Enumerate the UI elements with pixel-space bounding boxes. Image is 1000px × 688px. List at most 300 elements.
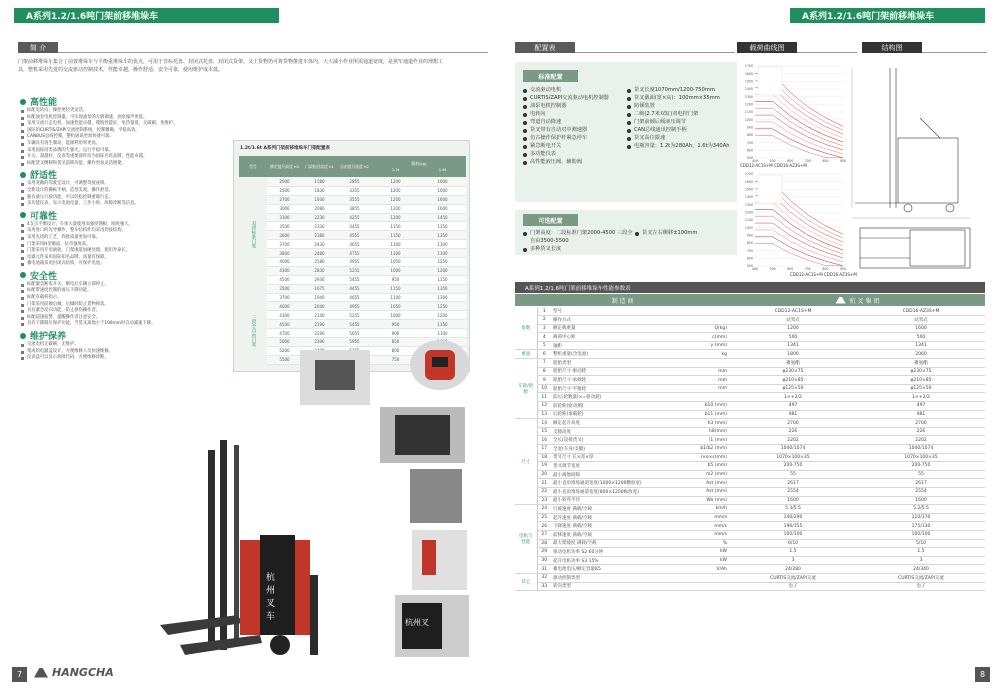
config-item: 门架高度：二段标准门架2000-4500 三段全自由3500-5500 bbox=[523, 229, 633, 245]
inner-table-cell: 4700 bbox=[279, 330, 290, 336]
spec-cell: 轴距 bbox=[551, 341, 671, 350]
structure-rule bbox=[922, 52, 987, 53]
spec-cell bbox=[671, 393, 729, 402]
spec-row bbox=[515, 582, 985, 591]
spec-cell: 全长(铰接货叉) bbox=[551, 436, 671, 445]
spec-cell: 1341 bbox=[729, 341, 857, 350]
spec-row bbox=[515, 436, 985, 445]
inner-sub-12: 1.2t bbox=[391, 167, 400, 172]
brand-logo-text: HANGCHA bbox=[52, 666, 114, 679]
series-line bbox=[755, 94, 843, 138]
inner-table-cell: 1050 bbox=[390, 259, 401, 265]
load-curve-header bbox=[737, 42, 797, 53]
inner-table-cell: 2430 bbox=[314, 241, 325, 247]
feature-item: 车辆具有再生制动，能源利用率更高。 bbox=[20, 141, 240, 148]
y-tick-label: 700 bbox=[746, 140, 753, 145]
x-tick-label: 600 bbox=[787, 267, 794, 270]
spec-cell: 聚氨酯 bbox=[729, 359, 857, 368]
spec-cell: 24/340 bbox=[857, 565, 985, 574]
spec-cell: Q(kg) bbox=[671, 324, 729, 333]
svg-text:州: 州 bbox=[266, 586, 276, 596]
inner-group-2-label: 三段全自由门架 bbox=[251, 315, 256, 347]
spec-cell: 货叉尺寸 长×宽×厚 bbox=[551, 453, 671, 462]
spec-cell: V/Ah bbox=[671, 565, 729, 574]
y-tick-label: 1600 bbox=[744, 179, 753, 184]
spec-row bbox=[515, 470, 985, 479]
inner-table-cell: 2830 bbox=[314, 268, 325, 274]
spec-cell: 2700 bbox=[729, 419, 857, 428]
spec-cell: 最小离地间隙 bbox=[551, 470, 671, 479]
spec-cell: % bbox=[671, 539, 729, 548]
spec-row bbox=[515, 410, 985, 419]
spec-row bbox=[515, 419, 985, 428]
feature-section-label: 维护保养 bbox=[30, 332, 67, 343]
y-tick-label: 1000 bbox=[744, 225, 753, 230]
inner-table-cell: 5500 bbox=[279, 357, 290, 363]
inner-table-cell: 1450 bbox=[437, 215, 448, 220]
svg-text:杭州叉: 杭州叉 bbox=[405, 618, 429, 627]
feature-section-title bbox=[20, 95, 240, 108]
spec-cell: b1/b2 (mm) bbox=[671, 445, 729, 454]
spec-cell: 100/100 bbox=[857, 530, 985, 539]
inner-table-cell: 3300 bbox=[279, 215, 290, 220]
inner-table-cell: 4955 bbox=[349, 259, 360, 265]
x-tick-label: 500 bbox=[769, 267, 776, 270]
structure-header-label: 结构图 bbox=[881, 43, 903, 52]
inner-table-cell: 1200 bbox=[390, 188, 401, 194]
inner-table-cell: 1000 bbox=[390, 268, 401, 274]
spec-cell: 25 bbox=[537, 513, 551, 522]
spec-cell: 140/290 bbox=[729, 513, 857, 522]
inner-table-cell: 2080 bbox=[314, 206, 325, 212]
spec-cell: 23 bbox=[537, 496, 551, 505]
spec-cell bbox=[671, 359, 729, 368]
spec-row bbox=[515, 445, 985, 454]
feature-list bbox=[20, 282, 240, 328]
spec-cell bbox=[671, 573, 729, 582]
y-tick-label: 1100 bbox=[744, 110, 753, 115]
inner-table-cell: 900 bbox=[391, 330, 400, 336]
x-tick-label: 900 bbox=[839, 159, 847, 163]
inner-table-cell: 1300 bbox=[437, 241, 448, 247]
intro-header bbox=[18, 42, 58, 53]
spec-row bbox=[515, 427, 985, 436]
inner-table-cell: 1200 bbox=[390, 206, 401, 212]
inner-table-cell: 4300 bbox=[279, 312, 290, 318]
config-item: 电瓶容量：1.2t为280Ah，1.6t为340Ah bbox=[627, 142, 735, 150]
spec-cell: 8 bbox=[537, 367, 551, 376]
x-tick-label: 800 bbox=[822, 159, 829, 163]
forklift-main bbox=[160, 440, 318, 655]
feature-item: 门架采用H型截面，抗弯强度高。 bbox=[20, 242, 240, 249]
y-tick-label: 1400 bbox=[744, 195, 753, 200]
standard-config-label: 标准配置 bbox=[538, 73, 563, 81]
inner-table-header bbox=[239, 156, 466, 177]
feature-item: 标配紧急断电开关，断电后车辆立即停止。 bbox=[20, 282, 240, 289]
inner-table-row bbox=[267, 302, 466, 311]
config-item: 防倾装置 bbox=[627, 102, 735, 110]
right-title-bar bbox=[790, 8, 985, 23]
config-item: 门架前倾后倾液压调节 bbox=[627, 118, 735, 126]
spec-cell: 2554 bbox=[729, 487, 857, 496]
feature-item: 采用宽敞的驾驶室设计，可调整驾驶座椅。 bbox=[20, 181, 240, 188]
spec-header-brand-label: 杭 叉 集 团 bbox=[849, 297, 880, 305]
inner-table-cell: 2930 bbox=[314, 277, 325, 283]
inner-table-cell: 4500 bbox=[279, 321, 290, 327]
spec-cell: b11 (mm) bbox=[671, 410, 729, 419]
spec-table-title bbox=[515, 282, 985, 293]
spec-cell: φ230×75 bbox=[857, 367, 985, 376]
inner-table-row bbox=[267, 214, 466, 223]
spec-row bbox=[515, 496, 985, 505]
x-tick-label: 500 bbox=[769, 159, 776, 163]
inner-table-cell: 4500 bbox=[279, 277, 290, 283]
feature-item: 全新设计的操纵手柄，造型美观，操作舒适。 bbox=[20, 188, 240, 195]
inner-table-cell: 3500 bbox=[279, 286, 290, 292]
svg-text:杭: 杭 bbox=[266, 573, 276, 583]
spec-row bbox=[515, 513, 985, 522]
feature-item: 多功能仪表，显示电池电量、工作小时、故障诊断等信息。 bbox=[20, 201, 240, 208]
spec-cell: 5 bbox=[537, 341, 551, 350]
x-tick-label: 800 bbox=[822, 267, 829, 270]
legend-box bbox=[758, 67, 782, 95]
feature-item: 标配货叉侧移和货叉前移功能，操作更加灵活便捷。 bbox=[20, 161, 240, 168]
spec-cell: 2554 bbox=[857, 487, 985, 496]
spec-row bbox=[515, 376, 985, 385]
y-tick-label: 500 bbox=[746, 264, 753, 269]
inner-table-cell: 4000 bbox=[279, 259, 290, 265]
spec-cell: 2617 bbox=[857, 479, 985, 488]
y-tick-label: 1700 bbox=[744, 64, 753, 69]
spec-row bbox=[515, 393, 985, 402]
spec-cell: 前移速度 满载/空载 bbox=[551, 530, 671, 539]
y-tick-label: 800 bbox=[746, 241, 753, 246]
optional-config-header bbox=[523, 214, 578, 226]
spec-cell: mm bbox=[671, 376, 729, 385]
spec-cell: CURTIS交流/ZAPI交流 bbox=[729, 573, 857, 582]
spec-row bbox=[515, 307, 985, 316]
series-line bbox=[755, 136, 843, 158]
spec-cell: 55 bbox=[857, 470, 985, 479]
spec-cell: b10 (mm) bbox=[671, 402, 729, 411]
y-tick-label: 1200 bbox=[744, 102, 753, 107]
config-item: CAN总线通讯控制手柄 bbox=[627, 126, 735, 134]
inner-table-row bbox=[267, 178, 466, 187]
spec-cell: h8(mm) bbox=[671, 427, 729, 436]
spec-cell: 蓄电池电压/额定容量K5 bbox=[551, 565, 671, 574]
inner-table-cell: 1250 bbox=[437, 303, 448, 309]
spec-row bbox=[515, 402, 985, 411]
spec-cell: Ast (mm) bbox=[671, 487, 729, 496]
spec-cell: 11 bbox=[537, 393, 551, 402]
inner-table-cell: 4955 bbox=[349, 303, 360, 309]
spec-cell: CDD16-AZ3S+M bbox=[857, 307, 985, 316]
spec-cell: m2 (mm) bbox=[671, 470, 729, 479]
inner-table-cell: 5200 bbox=[279, 348, 290, 354]
spec-cell: 轮胎尺寸-驱动轮 bbox=[551, 367, 671, 376]
spec-cell: 226 bbox=[857, 427, 985, 436]
spec-cell: 起升电机功率 S3 15% bbox=[551, 556, 671, 565]
spec-cell: 20 bbox=[537, 470, 551, 479]
forklift-illustration bbox=[150, 325, 480, 665]
spec-cell: km/h bbox=[671, 505, 729, 514]
right-title: A系列1.2/1.6吨门架前移堆垛车 bbox=[802, 12, 935, 22]
spec-cell: 1600 bbox=[857, 496, 985, 505]
inner-table-row bbox=[267, 294, 466, 303]
features-column bbox=[20, 95, 240, 362]
spec-cell: 1.5 bbox=[729, 548, 857, 557]
spec-table-title-text: A系列1.2/1.6吨门架前移堆垛车性能参数表 bbox=[525, 285, 631, 292]
inner-table-row bbox=[267, 231, 466, 240]
feature-list bbox=[20, 222, 240, 268]
spec-cell: 1×+2/2 bbox=[729, 393, 857, 402]
load-curve-rule bbox=[797, 52, 857, 53]
spec-cell: 200-750 bbox=[857, 462, 985, 471]
feature-section-label: 舒适性 bbox=[30, 171, 58, 182]
y-tick-label: 900 bbox=[746, 233, 753, 238]
brand-logo bbox=[34, 666, 114, 679]
inner-table-cell: 5000 bbox=[279, 339, 290, 345]
spec-cell: 500 bbox=[857, 333, 985, 342]
spec-cell: 30 bbox=[537, 556, 551, 565]
spec-cell: y (mm) bbox=[671, 341, 729, 350]
inner-table-cell: 1200 bbox=[437, 312, 448, 318]
spec-cell: 5.3/5.5 bbox=[729, 505, 857, 514]
inner-table-row bbox=[267, 285, 466, 294]
x-tick-label: 900 bbox=[839, 267, 847, 270]
config-item: 交流驱动电机 bbox=[523, 86, 623, 94]
spec-cell: kW bbox=[671, 548, 729, 557]
inner-table-cell: 3500 bbox=[279, 223, 290, 229]
spec-cell: 轮胎尺寸-平衡轮 bbox=[551, 384, 671, 393]
standard-config-list-1 bbox=[523, 86, 623, 166]
inner-table-cell: 5455 bbox=[349, 321, 360, 327]
spec-cell: 13 bbox=[537, 410, 551, 419]
inner-table-cell: 1200 bbox=[390, 179, 401, 185]
spec-cell: 1.5 bbox=[857, 548, 985, 557]
inner-table-cell: 2000 bbox=[279, 179, 290, 185]
inner-table-cell: 3355 bbox=[349, 188, 360, 194]
spec-cell: φ210×85 bbox=[729, 376, 857, 385]
config-rule bbox=[575, 52, 735, 53]
inner-table-cell: 1940 bbox=[314, 295, 325, 301]
spec-cell: 驱动电机功率 S2 60分钟 bbox=[551, 548, 671, 557]
detail-panel bbox=[380, 407, 469, 657]
spec-cell: l1 (mm) bbox=[671, 436, 729, 445]
spec-cell: 16 bbox=[537, 436, 551, 445]
detail-handle bbox=[410, 340, 470, 390]
inner-table-cell: 1250 bbox=[437, 259, 448, 265]
inner-table-cell: 4655 bbox=[349, 295, 360, 301]
spec-cell: 497 bbox=[729, 402, 857, 411]
spec-cell: 额定载重量 bbox=[551, 324, 671, 333]
bullet-dot-icon bbox=[20, 212, 26, 218]
spec-cell: 19 bbox=[537, 462, 551, 471]
config-item: 多种货叉长度 bbox=[523, 245, 633, 253]
spec-cell: l×e×s(mm) bbox=[671, 453, 729, 462]
feature-item: 具有下降限位保护功能，当货叉离地小于100mm时自动减速下降。 bbox=[20, 321, 240, 328]
spec-cell: 最大爬坡度 满载/空载 bbox=[551, 539, 671, 548]
spec-group-label: 尺寸 bbox=[515, 419, 537, 505]
inner-table-cell: 1100 bbox=[390, 250, 401, 256]
spec-cell: 21 bbox=[537, 479, 551, 488]
spec-row bbox=[515, 530, 985, 539]
spec-cell: 载荷中心距 bbox=[551, 333, 671, 342]
y-tick-label: 1200 bbox=[744, 210, 753, 215]
chart-caption-bottom: CDD12-AC1S+M CDD16-AZ3S+M bbox=[790, 272, 857, 277]
spec-cell: 31 bbox=[537, 565, 551, 574]
spec-cell: 4 bbox=[537, 333, 551, 342]
spec-cell: 轮胎尺寸-承载轮 bbox=[551, 376, 671, 385]
spec-cell: mm/s bbox=[671, 513, 729, 522]
spec-cell: 站驾式 bbox=[857, 316, 985, 325]
inner-table-row bbox=[267, 258, 466, 267]
inner-col-h1: 门架收回高度 h1 bbox=[305, 163, 334, 169]
y-tick-label: 1000 bbox=[744, 117, 753, 122]
spec-cell bbox=[671, 316, 729, 325]
spec-cell: 226 bbox=[729, 427, 857, 436]
spec-cell: 196/155 bbox=[729, 522, 857, 531]
inner-table-cell: 1300 bbox=[437, 295, 448, 301]
inner-table-cell: 2290 bbox=[314, 330, 325, 336]
inner-table-cell: 1150 bbox=[390, 223, 401, 229]
config-item: 二级(2.7米双缸)双电控门架 bbox=[627, 110, 735, 118]
spec-cell: φ125×50 bbox=[857, 384, 985, 393]
spec-cell: 1040/1074 bbox=[729, 445, 857, 454]
spec-cell: 5/10 bbox=[857, 539, 985, 548]
spec-cell: 1070×100×35 bbox=[729, 453, 857, 462]
series-line bbox=[755, 108, 843, 146]
y-tick-label: 1100 bbox=[744, 218, 753, 223]
spec-cell: 24/280 bbox=[729, 565, 857, 574]
feature-item: 独有液压行驶功能，可以轻松控制重载行走。 bbox=[20, 195, 240, 202]
chart-caption-left: CDD12-AC1S+M CDD16-AZ3S+M bbox=[740, 163, 807, 168]
feature-item: 标配带速度控制的液压下降功能。 bbox=[20, 288, 240, 295]
feature-section-label: 安全性 bbox=[30, 271, 58, 282]
inner-table-cell: 4300 bbox=[279, 268, 290, 274]
x-tick-label: 400 bbox=[751, 159, 759, 163]
inner-table-row bbox=[267, 249, 466, 258]
inner-table-cell: 2190 bbox=[314, 321, 325, 327]
inner-table-title: 1.2t/1.6t A系列门架前移堆垛车门架配置表 bbox=[240, 146, 330, 151]
feature-item: 标配油泵电机控制器，可实现油泵的无极调速，油泵噪声更低。 bbox=[20, 115, 240, 122]
spec-cell: 1800 bbox=[729, 350, 857, 359]
feature-item: 具有紧急反向功能，防止挤伤操作者。 bbox=[20, 308, 240, 315]
feature-item: 仪表盘可以显示故障代码，方便维修诊断。 bbox=[20, 355, 240, 362]
spec-cell: 电子 bbox=[857, 582, 985, 591]
x-tick-label: 700 bbox=[804, 159, 811, 163]
spec-row bbox=[515, 359, 985, 368]
spec-cell: 1 bbox=[537, 307, 551, 316]
inner-table-cell: 1100 bbox=[390, 241, 401, 247]
inner-table-cell: 1150 bbox=[390, 232, 401, 238]
standard-config-list-2 bbox=[627, 86, 735, 150]
feature-item: 采用先进的工艺，焊接质量更加可靠。 bbox=[20, 235, 240, 242]
inner-table-cell: 2140 bbox=[314, 312, 325, 318]
inner-table-cell: 1600 bbox=[437, 197, 448, 203]
y-tick-label: 1400 bbox=[744, 87, 753, 92]
spec-cell: h3 (mm) bbox=[671, 419, 729, 428]
inner-table-cell: 2230 bbox=[314, 215, 325, 220]
inner-table-cell: 2855 bbox=[349, 179, 360, 185]
intro-rule bbox=[58, 52, 488, 53]
feature-section-label: 可靠性 bbox=[30, 211, 58, 222]
config-header-label: 配置表 bbox=[534, 43, 556, 52]
spec-cell: 5.2/5.5 bbox=[857, 505, 985, 514]
spec-header-maker: 制 造 商 bbox=[611, 297, 634, 305]
spec-cell: 10 bbox=[537, 384, 551, 393]
spec-cell: 14 bbox=[537, 419, 551, 428]
spec-cell: 起升速度 满载/空载 bbox=[551, 513, 671, 522]
spec-cell: φ125×50 bbox=[729, 384, 857, 393]
config-item: 弯道自动降速 bbox=[523, 118, 623, 126]
spec-cell: Wa (mm) bbox=[671, 496, 729, 505]
feature-section-title bbox=[20, 269, 240, 282]
spec-cell: 22 bbox=[537, 487, 551, 496]
spec-cell: 15 bbox=[537, 427, 551, 436]
spec-group-label: 其它 bbox=[515, 573, 537, 590]
spec-cell: 支腿高度 bbox=[551, 427, 671, 436]
spec-cell: 6/10 bbox=[729, 539, 857, 548]
feature-item: 采用国际同类品牌的大强光，运行平稳可靠。 bbox=[20, 148, 240, 155]
config-item: 货叉截面(宽×高)：100mm×35mm bbox=[627, 94, 735, 102]
spec-cell: 24 bbox=[537, 505, 551, 514]
inner-table-cell: 1200 bbox=[437, 268, 448, 274]
intro-text: 门架前移堆垛车集合了前置堆垛车与平衡重堆垛车的优点，可用于非标托盘、封闭式托盘、封闭式货架、又上货物仍可将货物推进车体内，大大减小作业所需通道宽度，是狭窄通道作业的理想工具，整机采用先进的交流驱动控制技术，性能卓越，操作舒适、安全可靠，使用维护成本低。 bbox=[18, 59, 444, 73]
config-item: 货叉高位限速 bbox=[627, 134, 735, 142]
spec-row bbox=[515, 462, 985, 471]
spec-cell: 175/130 bbox=[857, 522, 985, 531]
inner-table-cell: 2330 bbox=[314, 223, 325, 229]
inner-group-1-label: 双段标准门架 bbox=[251, 221, 256, 248]
spec-row bbox=[515, 367, 985, 376]
config-item: 多功能仪表 bbox=[523, 150, 623, 158]
spec-row bbox=[515, 350, 985, 359]
spec-row bbox=[515, 324, 985, 333]
config-item: 仿古操作保护杆紧急停车 bbox=[523, 134, 623, 142]
optional-config-list-2 bbox=[635, 229, 735, 237]
x-tick-label: 700 bbox=[804, 267, 811, 270]
feature-item: 标配超速报警，提醒操作者注意安全。 bbox=[20, 315, 240, 322]
spec-cell: 电子 bbox=[729, 582, 857, 591]
config-item: 货叉带有自动对中测速器 bbox=[523, 126, 623, 134]
spec-cell: 转向类型 bbox=[551, 582, 671, 591]
standard-config-header bbox=[523, 70, 578, 82]
inner-table-cell: 3800 bbox=[279, 250, 290, 256]
feature-item: 4支点平衡设计，车体大量使用高强度钢板，刚度强大。 bbox=[20, 222, 240, 229]
spec-cell: 1070×100×35 bbox=[857, 453, 985, 462]
config-item: 油泵电机控制器 bbox=[523, 102, 623, 110]
spec-cell: 981 bbox=[729, 410, 857, 419]
inner-col-h3: 额定提升高度 h3 bbox=[270, 163, 299, 169]
spec-cell: 下降速度 满载/空载 bbox=[551, 522, 671, 531]
x-tick-label: 400 bbox=[751, 267, 759, 270]
spec-cell: 2202 bbox=[857, 436, 985, 445]
optional-config-box bbox=[515, 210, 737, 255]
feature-section-title bbox=[20, 168, 240, 181]
config-item: CURTIS/ZAPI交流驱动电机控制器 bbox=[523, 94, 623, 102]
feature-item: 采用交流行走电机，加速性能卓越，爬坡性能好，免热量低，无碳刷，免维护。 bbox=[20, 121, 240, 128]
x-tick-label: 600 bbox=[787, 159, 794, 163]
config-header bbox=[515, 42, 575, 53]
spec-cell: 整机重量(含电池) bbox=[551, 350, 671, 359]
spec-row bbox=[515, 333, 985, 342]
spec-cell: 2617 bbox=[729, 479, 857, 488]
inner-table-cell: 5955 bbox=[349, 339, 360, 345]
feature-item: 采用进口的先导操作，整车结构件均采用焊接结构。 bbox=[20, 228, 240, 235]
y-tick-label: 900 bbox=[746, 125, 753, 130]
load-curve-header-label: 载荷曲线图 bbox=[749, 43, 785, 52]
